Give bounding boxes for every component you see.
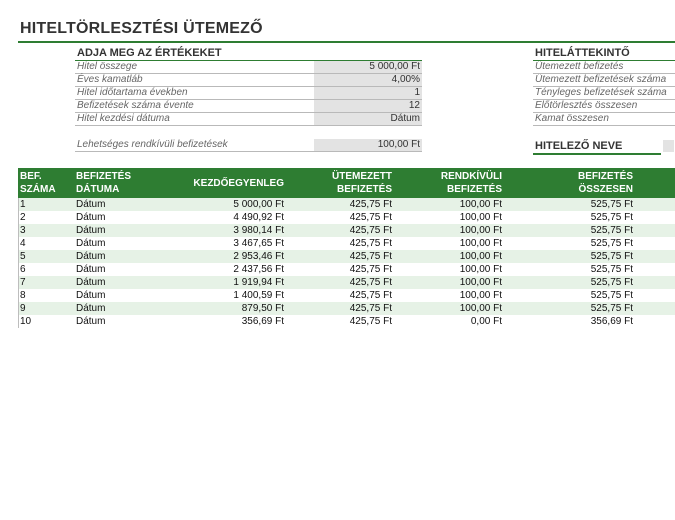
- cell-scheduled-payment: 425,75 Ft: [349, 212, 392, 223]
- overview-row-actual-count: Tényleges befizetések száma: [533, 87, 675, 100]
- cell-start-balance: 879,50 Ft: [241, 303, 284, 314]
- header-extra-payment: [441, 170, 502, 196]
- lender-name-block: [533, 139, 675, 153]
- cell-scheduled-payment: 425,75 Ft: [349, 251, 392, 262]
- payments-per-year-input[interactable]: 12: [314, 100, 422, 112]
- cell-payment-date: Dátum: [76, 277, 106, 288]
- cell-payment-number: 5: [20, 251, 26, 262]
- header-scheduled-payment: [332, 170, 392, 196]
- extra-payments-input[interactable]: 100,00 Ft: [314, 139, 422, 151]
- table-row[interactable]: [18, 315, 675, 328]
- overview-row-scheduled-count: Ütemezett befizetések száma: [533, 74, 675, 87]
- header-payment-date: [76, 170, 131, 196]
- cell-extra-payment: 100,00 Ft: [459, 199, 502, 210]
- header-start-balance: KEZDŐEGYENLEG: [193, 178, 284, 189]
- cell-start-balance: 3 980,14 Ft: [233, 225, 284, 236]
- table-row[interactable]: [18, 302, 675, 315]
- header-line: BEFIZETÉS: [76, 171, 132, 182]
- table-row[interactable]: [18, 289, 675, 302]
- cell-payment-number: 3: [20, 225, 26, 236]
- cell-total-payment: 525,75 Ft: [590, 212, 633, 223]
- cell-payment-number: 9: [20, 303, 26, 314]
- cell-total-payment: 525,75 Ft: [590, 199, 633, 210]
- table-left-border: [18, 198, 19, 328]
- title-divider: [18, 41, 675, 43]
- table-row[interactable]: [18, 250, 675, 263]
- cell-total-payment: 525,75 Ft: [590, 290, 633, 301]
- cell-scheduled-payment: 425,75 Ft: [349, 303, 392, 314]
- header-line: ÖSSZESEN: [578, 184, 633, 195]
- cell-extra-payment: 100,00 Ft: [459, 303, 502, 314]
- table-row[interactable]: [18, 263, 675, 276]
- overview-section-header: HITELÁTTEKINTŐ: [535, 47, 630, 59]
- cell-start-balance: 1 919,94 Ft: [233, 277, 284, 288]
- cell-total-payment: 525,75 Ft: [590, 225, 633, 236]
- input-label: Hitel összege: [77, 61, 138, 72]
- cell-total-payment: 525,75 Ft: [590, 264, 633, 275]
- header-line: BEF.: [20, 171, 42, 182]
- cell-scheduled-payment: 425,75 Ft: [349, 199, 392, 210]
- cell-extra-payment: 100,00 Ft: [459, 225, 502, 236]
- header-line: RENDKÍVÜLI: [440, 171, 502, 182]
- cell-payment-date: Dátum: [76, 316, 106, 327]
- input-row-interest-rate: [75, 74, 422, 87]
- cell-extra-payment: 100,00 Ft: [459, 264, 502, 275]
- header-line: DÁTUMA: [76, 184, 120, 195]
- lender-name-label: HITELEZŐ NEVE: [535, 140, 623, 152]
- cell-payment-date: Dátum: [76, 212, 106, 223]
- input-label: Lehetséges rendkívüli befizetések: [77, 139, 228, 150]
- cell-payment-number: 4: [20, 238, 26, 249]
- table-row[interactable]: [18, 211, 675, 224]
- cell-start-balance: 4 490,92 Ft: [233, 212, 284, 223]
- header-line: SZÁMA: [20, 184, 56, 195]
- cell-scheduled-payment: 425,75 Ft: [349, 290, 392, 301]
- input-row-loan-amount: [75, 61, 422, 74]
- input-label: Befizetések száma évente: [77, 100, 194, 111]
- cell-extra-payment: 100,00 Ft: [459, 277, 502, 288]
- input-section-header: ADJA MEG AZ ÉRTÉKEKET: [77, 47, 222, 59]
- lender-divider: [533, 153, 661, 155]
- overview-row-early-payments: Előtörlesztés összesen: [533, 100, 675, 113]
- loan-years-input[interactable]: 1: [314, 87, 422, 99]
- cell-payment-date: Dátum: [76, 251, 106, 262]
- loan-overview-panel: [533, 46, 675, 126]
- input-label: Hitel kezdési dátuma: [77, 113, 170, 124]
- table-row[interactable]: [18, 224, 675, 237]
- cell-scheduled-payment: 425,75 Ft: [349, 238, 392, 249]
- input-row-start-date: [75, 113, 422, 126]
- input-row-payments-per-year: [75, 100, 422, 113]
- table-row[interactable]: [18, 276, 675, 289]
- cell-start-balance: 5 000,00 Ft: [233, 199, 284, 210]
- cell-extra-payment: 100,00 Ft: [459, 290, 502, 301]
- cell-start-balance: 356,69 Ft: [241, 316, 284, 327]
- header-line: BEFIZETÉS: [336, 184, 392, 195]
- cell-scheduled-payment: 425,75 Ft: [349, 316, 392, 327]
- overview-row-scheduled-payment: Ütemezett befizetés: [533, 61, 675, 74]
- cell-extra-payment: 100,00 Ft: [459, 238, 502, 249]
- cell-extra-payment: 0,00 Ft: [470, 316, 502, 327]
- payment-schedule-table: [18, 168, 675, 328]
- loan-amount-input[interactable]: 5 000,00 Ft: [314, 61, 422, 73]
- cell-scheduled-payment: 425,75 Ft: [349, 264, 392, 275]
- cell-total-payment: 525,75 Ft: [590, 303, 633, 314]
- cell-payment-number: 6: [20, 264, 26, 275]
- schedule-header-row: [18, 168, 675, 198]
- cell-start-balance: 2 437,56 Ft: [233, 264, 284, 275]
- page-title: HITELTÖRLESZTÉSI ÜTEMEZŐ: [20, 20, 263, 37]
- overview-row-total-interest: Kamat összesen: [533, 113, 675, 126]
- cell-payment-number: 10: [20, 316, 32, 327]
- cell-payment-date: Dátum: [76, 199, 106, 210]
- start-date-input[interactable]: Dátum: [314, 113, 422, 125]
- header-line: BEFIZETÉS: [446, 184, 502, 195]
- cell-total-payment: 356,69 Ft: [590, 316, 633, 327]
- header-line: ÜTEMEZETT: [332, 171, 392, 182]
- interest-rate-input[interactable]: 4,00%: [314, 74, 422, 86]
- cell-total-payment: 525,75 Ft: [590, 277, 633, 288]
- table-row[interactable]: [18, 237, 675, 250]
- header-line: BEFIZETÉS: [577, 171, 633, 182]
- cell-payment-number: 2: [20, 212, 26, 223]
- cell-payment-date: Dátum: [76, 264, 106, 275]
- cell-payment-date: Dátum: [76, 225, 106, 236]
- cell-scheduled-payment: 425,75 Ft: [349, 225, 392, 236]
- input-row-extra-payments: [75, 139, 422, 152]
- cell-payment-date: Dátum: [76, 303, 106, 314]
- cell-payment-number: 1: [20, 199, 26, 210]
- cell-scheduled-payment: 425,75 Ft: [349, 277, 392, 288]
- input-label: Hitel időtartama években: [77, 87, 188, 98]
- header-total-payment: [578, 170, 633, 196]
- table-row[interactable]: [18, 198, 675, 211]
- cell-extra-payment: 100,00 Ft: [459, 212, 502, 223]
- cell-payment-date: Dátum: [76, 290, 106, 301]
- input-label: Éves kamatláb: [77, 74, 143, 85]
- input-row-loan-years: [75, 87, 422, 100]
- input-values-panel: [75, 46, 422, 152]
- lender-name-input[interactable]: [663, 140, 674, 152]
- cell-total-payment: 525,75 Ft: [590, 251, 633, 262]
- cell-payment-number: 7: [20, 277, 26, 288]
- cell-start-balance: 2 953,46 Ft: [233, 251, 284, 262]
- cell-payment-date: Dátum: [76, 238, 106, 249]
- cell-start-balance: 3 467,65 Ft: [233, 238, 284, 249]
- cell-total-payment: 525,75 Ft: [590, 238, 633, 249]
- header-payment-number: [20, 170, 56, 196]
- cell-extra-payment: 100,00 Ft: [459, 251, 502, 262]
- cell-start-balance: 1 400,59 Ft: [233, 290, 284, 301]
- cell-payment-number: 8: [20, 290, 26, 301]
